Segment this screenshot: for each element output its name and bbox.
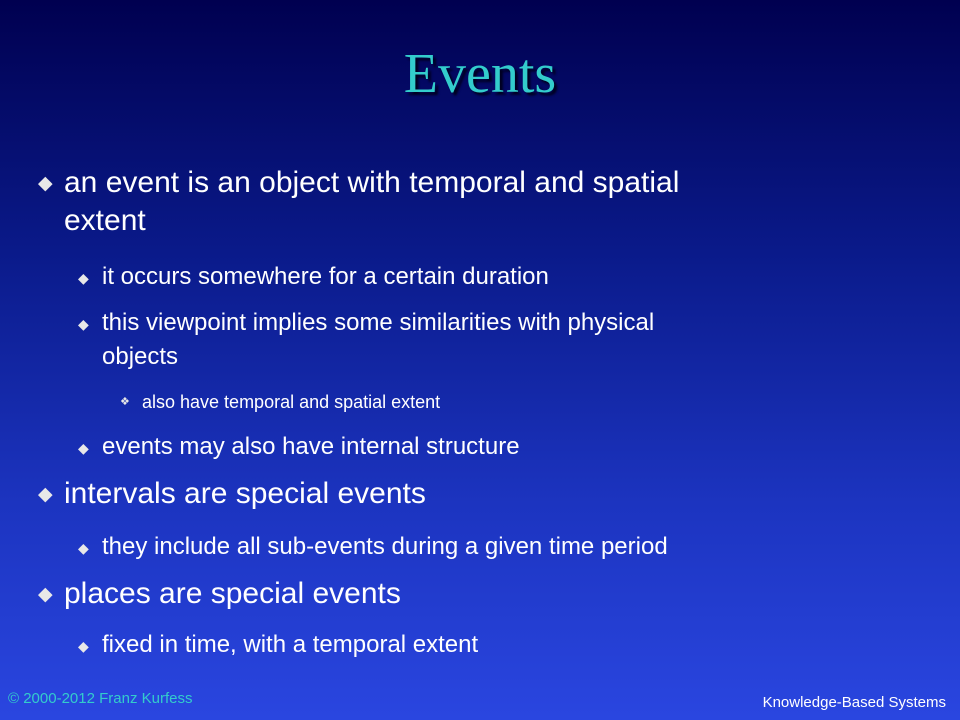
slide-title: Events bbox=[403, 43, 557, 105]
diamond-bullet-icon: ◆ bbox=[78, 638, 89, 654]
bullet-item bbox=[38, 164, 680, 240]
diamond-bullet-icon: ◆ bbox=[78, 540, 89, 556]
bullet-text-line: fixed in time, with a temporal extent bbox=[102, 631, 479, 658]
diamond-bullet-icon: ◆ bbox=[78, 270, 89, 286]
diamond-bullet-icon: ◆ bbox=[78, 316, 89, 332]
bullet-item bbox=[38, 475, 426, 513]
footer-course-name: Knowledge-Based Systems bbox=[762, 694, 946, 711]
bullet-text-line: intervals are special events bbox=[64, 477, 426, 510]
four-diamond-bullet-icon: ❖ bbox=[120, 396, 130, 408]
bullet-text-line: they include all sub-events during a given time period bbox=[102, 533, 668, 560]
sub-bullet-item bbox=[78, 530, 668, 564]
sub-sub-bullet-item bbox=[120, 391, 441, 413]
diamond-bullet-icon: ◆ bbox=[78, 440, 89, 456]
bullet-text-line: places are special events bbox=[64, 577, 401, 610]
bullet-text-line: extent bbox=[64, 204, 146, 237]
diamond-bullet-icon: ◆ bbox=[38, 584, 53, 605]
bullet-text-line: this viewpoint implies some similarities with physical bbox=[102, 309, 655, 336]
bullet-item bbox=[38, 575, 401, 613]
bullet-text-line: an event is an object with temporal and spatial bbox=[64, 166, 680, 199]
bullet-text-line: events may also have internal structure bbox=[102, 433, 520, 460]
bullet-text-line: it occurs somewhere for a certain duration bbox=[102, 263, 549, 290]
sub-bullet-item bbox=[78, 260, 549, 294]
sub-bullet-item bbox=[78, 430, 520, 464]
sub-bullet-item bbox=[78, 306, 655, 374]
bullet-text-line: also have temporal and spatial extent bbox=[142, 392, 441, 412]
diamond-bullet-icon: ◆ bbox=[38, 484, 53, 505]
footer-copyright: © 2000-2012 Franz Kurfess bbox=[8, 690, 193, 707]
sub-bullet-item bbox=[78, 628, 479, 662]
bullet-text-line: objects bbox=[102, 343, 179, 370]
diamond-bullet-icon: ◆ bbox=[38, 173, 53, 194]
